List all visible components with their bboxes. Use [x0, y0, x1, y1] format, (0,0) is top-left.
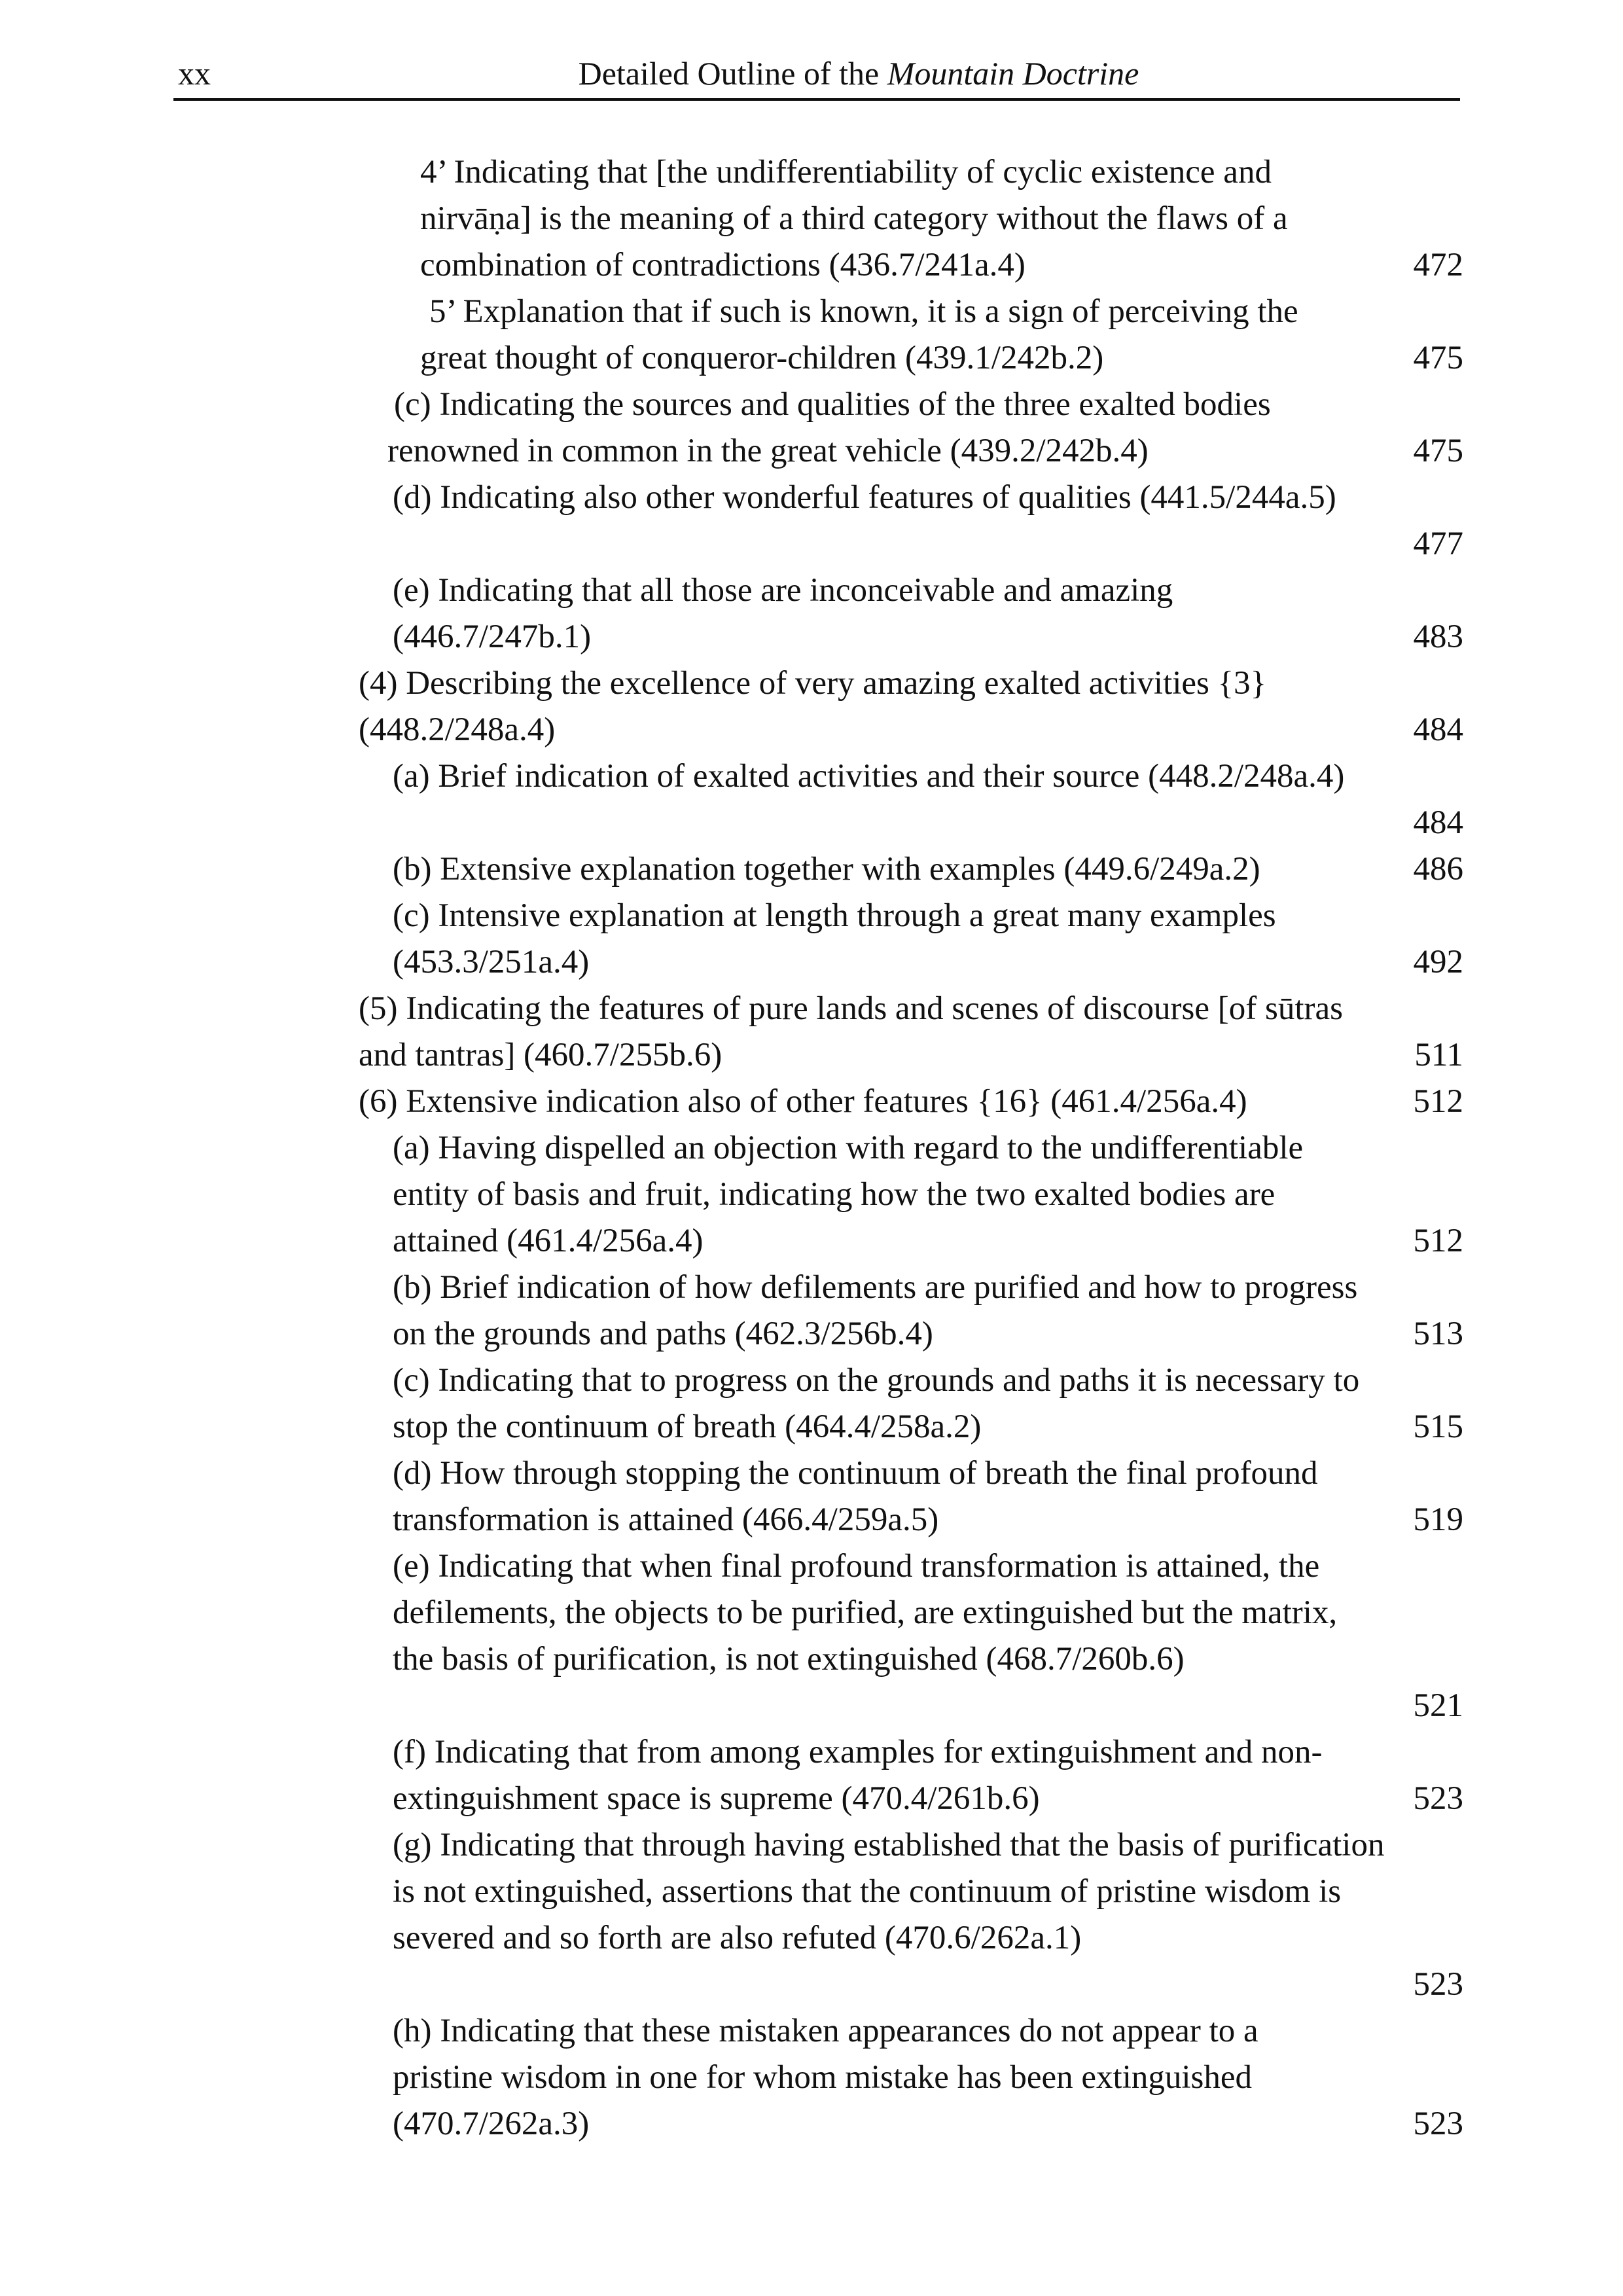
outline-entry	[0, 2008, 1623, 2147]
entry-text: (a) Brief indication of exalted activities and their source (448.2/248a.4)	[393, 758, 1345, 795]
entry-page: 472	[1413, 247, 1463, 283]
page-number: xx	[178, 55, 211, 92]
outline-entry	[0, 893, 1623, 986]
entry-page: 512	[1413, 1083, 1463, 1120]
entry-page: 475	[1413, 433, 1463, 469]
outline-entry	[0, 1822, 1623, 2008]
entry-text: (5) Indicating the features of pure lands and scenes of discourse [of sūtras and tantras] (460.7/255b.6)	[359, 990, 1343, 1073]
outline-entry	[0, 475, 1623, 567]
entry-page: 523	[1413, 1780, 1463, 1817]
entry-text: (e) Indicating that all those are inconceivable and amazing (446.7/247b.1)	[393, 572, 1173, 655]
running-title	[531, 47, 1186, 99]
running-head	[178, 47, 1461, 106]
outline-entry	[0, 289, 1623, 382]
entry-page: 484	[1413, 711, 1463, 748]
entry-page: 521	[1413, 1687, 1463, 1724]
outline-entry	[0, 149, 1623, 289]
entry-text: (a) Having dispelled an objection with regard to the undifferentiable entity of basis and fruit, indicating how the two exalted bodies are attained (461.4/256a.4)	[393, 1130, 1304, 1259]
running-title-prefix: Detailed Outline of the	[578, 55, 887, 92]
entry-text: (b) Extensive explanation together with examples (449.6/249a.2)	[393, 851, 1260, 888]
entry-text: (d) Indicating also other wonderful features of qualities (441.5/244a.5)	[393, 479, 1336, 516]
outline-entry	[0, 1450, 1623, 1543]
outline-entry	[0, 1729, 1623, 1822]
entry-page: 483	[1413, 619, 1463, 655]
entry-text: (f) Indicating that from among examples for extinguishment and non-extinguishment space is supreme (470.4/261b.6)	[393, 1734, 1323, 1817]
entry-text: (b) Brief indication of how defilements are purified and how to progress on the grounds and paths (462.3/256b.4)	[393, 1269, 1358, 1352]
outline-entry	[0, 1125, 1623, 1265]
entry-text: (c) Intensive explanation at length through a great many examples (453.3/251a.4)	[393, 897, 1276, 980]
entry-text: (6) Extensive indication also of other features {16} (461.4/256a.4)	[359, 1083, 1247, 1120]
outline-entry	[0, 567, 1623, 660]
entry-page: 486	[1413, 851, 1463, 888]
entry-text: (d) How through stopping the continuum of breath the final profound transformation is attained (466.4/259a.5)	[393, 1455, 1318, 1538]
outline-entry	[0, 986, 1623, 1079]
outline-entry	[0, 1079, 1623, 1125]
entry-text: 5’ Explanation that if such is known, it is a sign of perceiving the great thought of conqueror-children (439.1/242b.2)	[420, 293, 1298, 376]
entry-page: 511	[1414, 1037, 1463, 1073]
entry-page: 484	[1413, 804, 1463, 841]
entry-page: 523	[1413, 2106, 1463, 2142]
entry-page: 523	[1413, 1966, 1463, 2003]
entry-page: 492	[1413, 944, 1463, 980]
entry-page: 477	[1413, 526, 1463, 562]
entry-text: (g) Indicating that through having established that the basis of purification is not extinguished, assertions that the continuum of pristine wisdom is severed and so forth are also refuted (470.6/262a.1)	[393, 1827, 1385, 1956]
outline-entry	[0, 1543, 1623, 1729]
entry-text: (4) Describing the excellence of very amazing exalted activities {3} (448.2/248a.4)	[359, 665, 1267, 748]
outline-entry	[0, 1265, 1623, 1357]
outline-entry	[0, 660, 1623, 753]
entry-text: 4’ Indicating that [the undifferentiability of cyclic existence and nirvāṇa] is the meaning of a third category without the flaws of a combination of contradictions (436.7/241a.4)	[420, 154, 1288, 283]
entry-page: 512	[1413, 1223, 1463, 1259]
outline-entry	[0, 1357, 1623, 1450]
outline-entry	[0, 753, 1623, 846]
entry-page: 475	[1413, 340, 1463, 376]
outline-entry	[0, 846, 1623, 893]
entry-page: 519	[1413, 1501, 1463, 1538]
header-rule	[173, 98, 1460, 101]
entry-text: (h) Indicating that these mistaken appearances do not appear to a pristine wisdom in one for whom mistake has been extinguished (470.7/262a.3)	[393, 2013, 1258, 2142]
outline-entry	[0, 382, 1623, 475]
entry-text: (c) Indicating that to progress on the grounds and paths it is necessary to stop the continuum of breath (464.4/258a.2)	[393, 1362, 1360, 1445]
entry-text: (c) Indicating the sources and qualities of the three exalted bodies renowned in common in the great vehicle (439.2/242b.4)	[387, 386, 1271, 469]
entry-page: 513	[1413, 1316, 1463, 1352]
entry-page: 515	[1413, 1408, 1463, 1445]
running-title-italic: Mountain Doctrine	[887, 55, 1139, 92]
entry-text: (e) Indicating that when final profound transformation is attained, the defilements, the objects to be purified, are extinguished but the matrix, the basis of purification, is not extinguished (468.7/260b.6)	[393, 1548, 1338, 1677]
